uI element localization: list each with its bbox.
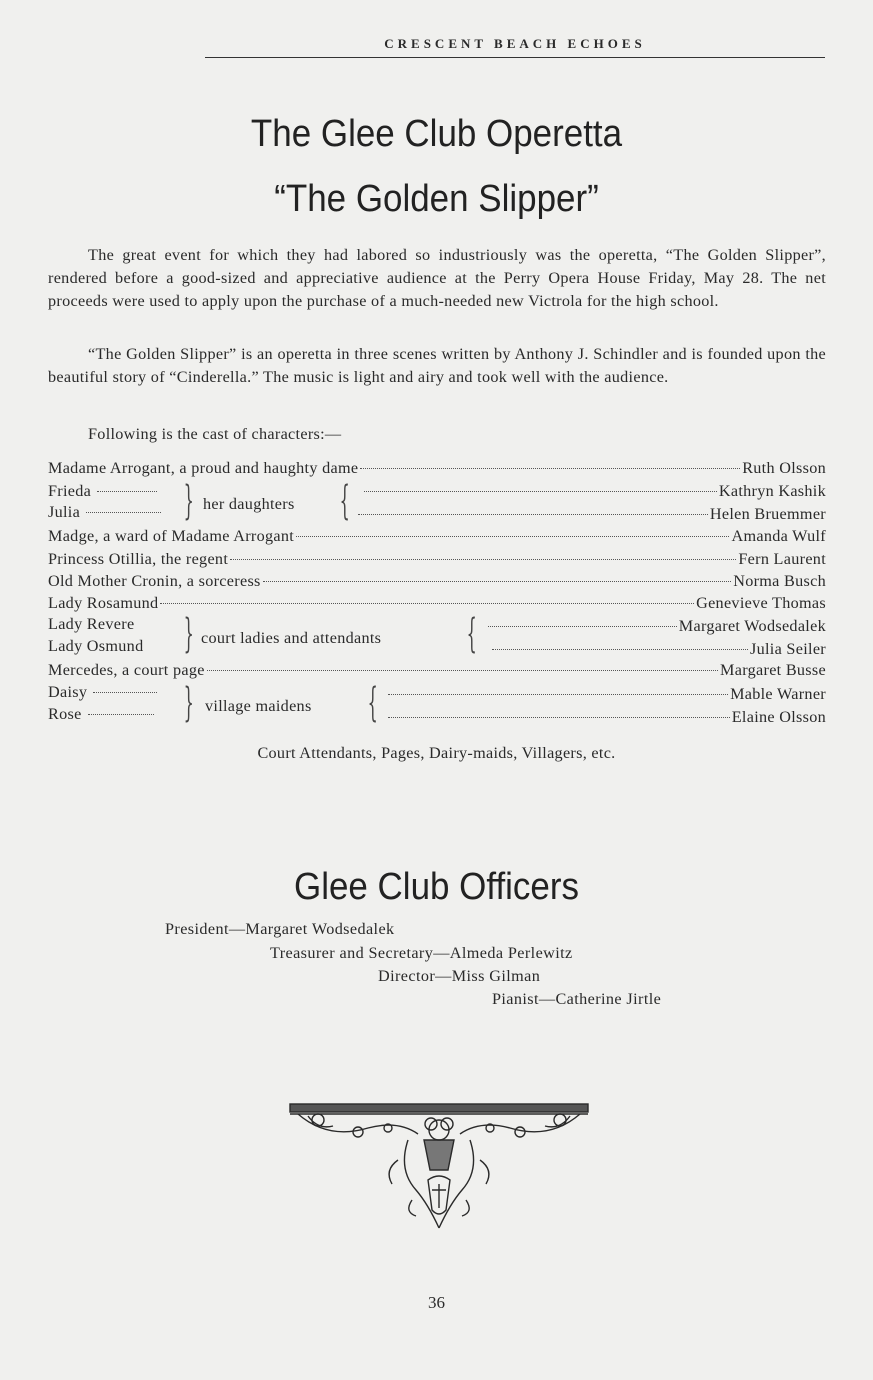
cast-actor-right: [488, 617, 826, 636]
left-brace: }: [183, 478, 194, 524]
cast-role: Mercedes, a court page: [48, 661, 205, 679]
cast-row: [48, 594, 826, 616]
right-brace: {: [339, 478, 350, 524]
leader-dots: [358, 514, 708, 515]
right-brace: {: [466, 611, 477, 657]
cast-role: Madge, a ward of Madame Arrogant: [48, 527, 295, 545]
cast-row: [48, 572, 826, 594]
leader-dots: [296, 536, 729, 537]
cast-row: [48, 527, 826, 549]
cast-actor: Julia Seiler: [750, 640, 826, 658]
group-label: court ladies and attendants: [201, 629, 382, 647]
cast-role: Lady Revere: [48, 615, 135, 633]
leader-dots: [230, 559, 736, 560]
leader-dots: [388, 717, 730, 718]
intro-paragraph: The great event for which they had labored so industriously was the operetta, “The Golden Slipper”, rendered before a good-sized and appreciative audience at the Perry Opera House Friday, May 28. The net proceeds were used to apply upon the purchase of a much-needed new Victrola for the high school.: [48, 246, 826, 310]
cast-actor: Ruth Olsson: [742, 459, 826, 477]
running-header: CRESCENT BEACH ECHOES: [384, 36, 646, 51]
cast-row: [48, 550, 826, 572]
officers-title: Glee Club Officers: [294, 866, 579, 908]
cast-actor: Elaine Olsson: [731, 708, 826, 726]
leader-dots: [86, 512, 161, 513]
cast-role-left: [48, 705, 154, 724]
officer-pianist: Pianist—Catherine Jirtle: [492, 990, 662, 1008]
leader-dots: [388, 694, 728, 695]
cast-intro: Following is the cast of characters:—: [88, 425, 342, 443]
leader-dots: [364, 491, 717, 492]
cast-role: Daisy: [48, 683, 88, 701]
cast-role-left: [48, 683, 157, 702]
cast-actor: Amanda Wulf: [731, 527, 826, 545]
cast-role-left: [48, 615, 134, 634]
leader-dots: [88, 714, 154, 715]
cast-role: Frieda: [48, 482, 92, 500]
cast-role: Madame Arrogant, a proud and haughty dame: [48, 459, 359, 477]
left-brace: }: [183, 611, 194, 657]
cast-actor: Fern Laurent: [738, 550, 826, 568]
leader-dots: [207, 670, 718, 671]
page-number: 36: [428, 1293, 445, 1312]
cast-actor-right: [388, 685, 826, 704]
extras-line: Court Attendants, Pages, Dairy-maids, Villagers, etc.: [257, 744, 616, 762]
cast-row: [48, 459, 826, 481]
cast-actor-right: [492, 640, 826, 659]
group-label: village maidens: [205, 697, 312, 715]
left-brace: }: [183, 680, 194, 726]
cast-role: Lady Rosamund: [48, 594, 159, 612]
cast-row: [48, 661, 826, 683]
officer-president: President—Margaret Wodsedalek: [165, 920, 395, 938]
operetta-title: “The Golden Slipper”: [274, 178, 599, 220]
cast-actor: Helen Bruemmer: [709, 505, 826, 523]
cast-actor: Mable Warner: [730, 685, 826, 703]
description-paragraph: “The Golden Slipper” is an operetta in three scenes written by Anthony J. Schindler and is founded upon the beautiful story of “Cinderella.” The music is light and airy and took well with the audience.: [48, 345, 826, 386]
cast-role: Lady Osmund: [48, 637, 144, 655]
cast-actor: Genevieve Thomas: [696, 594, 826, 612]
leader-dots: [360, 468, 740, 469]
group-label: her daughters: [203, 495, 295, 513]
decorative-ornament: [288, 1100, 590, 1232]
cast-actor: Margaret Busse: [720, 661, 826, 679]
right-brace: {: [367, 680, 378, 726]
leader-dots: [97, 491, 157, 492]
leader-dots: [488, 626, 677, 627]
cast-role: Julia: [48, 503, 81, 521]
cast-role-left: [48, 637, 143, 656]
leader-dots: [492, 649, 748, 650]
leader-dots: [160, 603, 694, 604]
cast-actor-right: [364, 482, 826, 501]
cast-role-left: [48, 482, 157, 501]
cast-role: Princess Otillia, the regent: [48, 550, 229, 568]
header-rule: [205, 57, 825, 58]
officer-director: Director—Miss Gilman: [378, 967, 541, 985]
officer-treasurer: Treasurer and Secretary—Almeda Perlewitz: [270, 944, 573, 962]
cast-actor-right: [388, 708, 826, 727]
cast-actor-right: [358, 505, 826, 524]
cast-actor: Kathryn Kashik: [718, 482, 826, 500]
cast-role: Old Mother Cronin, a sorceress: [48, 572, 261, 590]
page-title: The Glee Club Operetta: [250, 113, 623, 155]
leader-dots: [263, 581, 732, 582]
cast-role: Rose: [48, 705, 82, 723]
cast-actor: Norma Busch: [733, 572, 826, 590]
cast-actor: Margaret Wodsedalek: [678, 617, 826, 635]
cast-role-left: [48, 503, 161, 522]
leader-dots: [93, 692, 157, 693]
